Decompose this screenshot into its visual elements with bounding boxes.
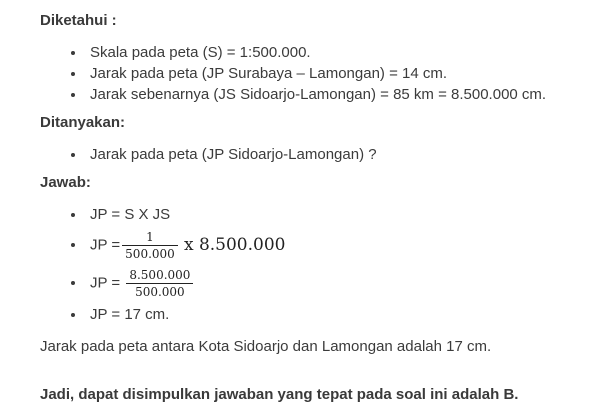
conclusion-paragraph: Jarak pada peta antara Kota Sidoarjo dan Lamongan adalah 17 cm. (40, 338, 492, 355)
final-answer-paragraph: Jadi, dapat disimpulkan jawaban yang tepat pada soal ini adalah B. (40, 386, 519, 403)
list-ditanyakan (40, 144, 578, 165)
fraction-denominator: 500.000 (125, 247, 175, 261)
list-item-pertanyaan: • Jarak pada peta (JP Sidoarjo-Lamongan) ? (86, 144, 578, 165)
heading-jawab: Jawab: (40, 174, 91, 191)
list-item-skala: • Skala pada peta (S) = 1:500.000. (86, 42, 578, 63)
heading-ditanyakan: Ditanyakan: (40, 114, 126, 131)
formula-step-4: • JP = 17 cm. (86, 304, 578, 325)
fraction (122, 230, 178, 261)
fraction-numerator: 1 (122, 230, 178, 246)
fraction (126, 268, 193, 299)
formula-step-3 (86, 266, 578, 301)
heading-diketahui: Diketahui : (40, 12, 117, 29)
list-item-jarak-peta: • Jarak pada peta (JP Surabaya – Lamongan) = 14 cm. (86, 63, 578, 84)
formula-prefix: JP = (90, 274, 125, 292)
list-item-jarak-sebenarnya: • Jarak sebenarnya (JS Sidoarjo-Lamongan) = 85 km = 8.500.000 cm. (86, 84, 578, 105)
fraction-denominator: 500.000 (135, 285, 185, 299)
formula-multiplier: x 8.500.000 (183, 235, 286, 255)
list-jawab (40, 204, 578, 325)
formula-step-1: • JP = S X JS (86, 204, 578, 225)
formula-prefix: JP = (90, 236, 121, 254)
list-diketahui (40, 42, 578, 105)
formula-step-2 (86, 228, 578, 263)
fraction-numerator: 8.500.000 (126, 268, 193, 284)
